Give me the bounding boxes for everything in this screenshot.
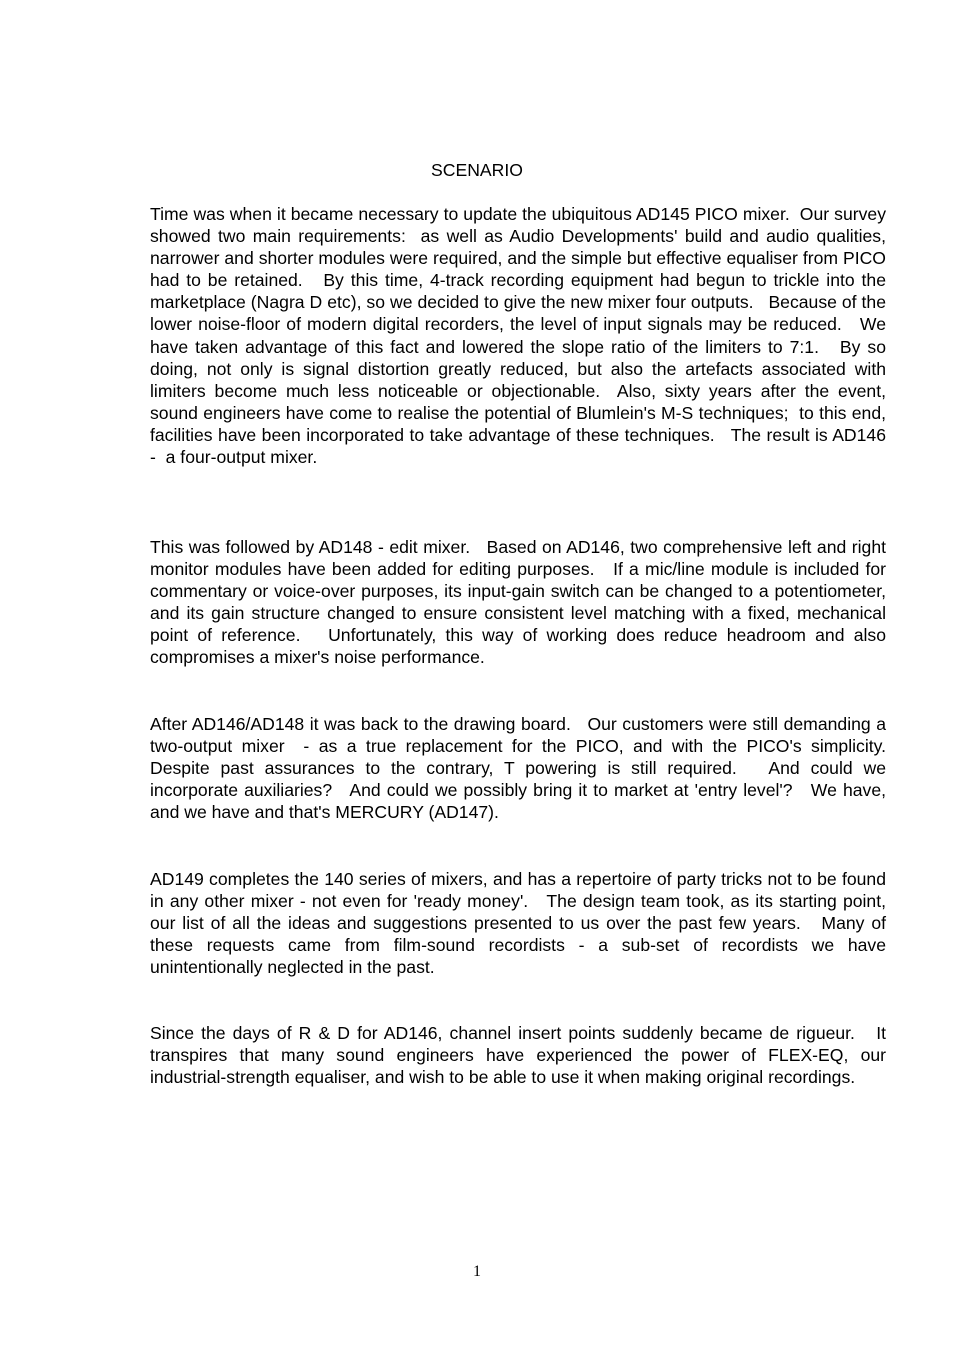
paragraph-5: Since the days of R & D for AD146, channel insert points suddenly became de rigueur. It transpires that many sound engineers have experienced the power of FLEX-EQ, our industrial-strength equaliser, and wish to be able to use it when making original recordings.: [150, 1023, 891, 1088]
paragraph-4: AD149 completes the 140 series of mixers, and has a repertoire of party tricks not to be found in any other mixer - not even for 'ready money'. The design team took, as its starting point, our list of all the ideas and suggestions presented to us over the past few years. Many of these requests came from film-sound recordists - a sub-set of recordists we have unintentionally neglected in the past.: [150, 869, 891, 978]
document-title: SCENARIO: [431, 160, 523, 180]
paragraph-2: This was followed by AD148 - edit mixer. Based on AD146, two comprehensive left and right monitor modules have been added for editing purposes. If a mic/line module is included for commentary or voice-over purposes, its input-gain switch can be changed to a potentiometer, and its gain structure changed to ensure consistent level matching with a fixed, mechanical point of reference. Unfortunately, this way of working does reduce headroom and also compromises a mixer's noise performance.: [150, 537, 891, 668]
paragraph-1: Time was when it became necessary to update the ubiquitous AD145 PICO mixer. Our survey showed two main requirements: as well as Audio Developments' build and audio qualities, narrower and shorter modules were required, and the simple but effective equaliser from PICO had to be retained. By this time, 4-track recording equipment had begun to trickle into the marketplace (Nagra D etc), so we decided to give the new mixer four outputs. Because of the lower noise-floor of modern digital recorders, the level of input signals may be reduced. We have taken advantage of this fact and lowered the slope ratio of the limiters to 7:1. By so doing, not only is signal distortion greatly reduced, but also the artefacts associated with limiters become much less noticeable or objectionable. Also, sixty years after the event, sound engineers have come to realise the potential of Blumlein's M-S techniques; to this end, facilities have been incorporated to take advantage of these techniques. The result is AD146 - a four-output mixer.: [150, 204, 896, 468]
paragraph-3: After AD146/AD148 it was back to the drawing board. Our customers were still demanding a two-output mixer - as a true replacement for the PICO, and with the PICO's simplicity. Despite past assurances to the contrary, T powering is still required. And could we incorporate auxiliaries? And could we possibly bring it to market at 'entry level'? We have, and we have and that's MERCURY (AD147).: [150, 714, 906, 823]
page-number: 1: [473, 1263, 481, 1280]
